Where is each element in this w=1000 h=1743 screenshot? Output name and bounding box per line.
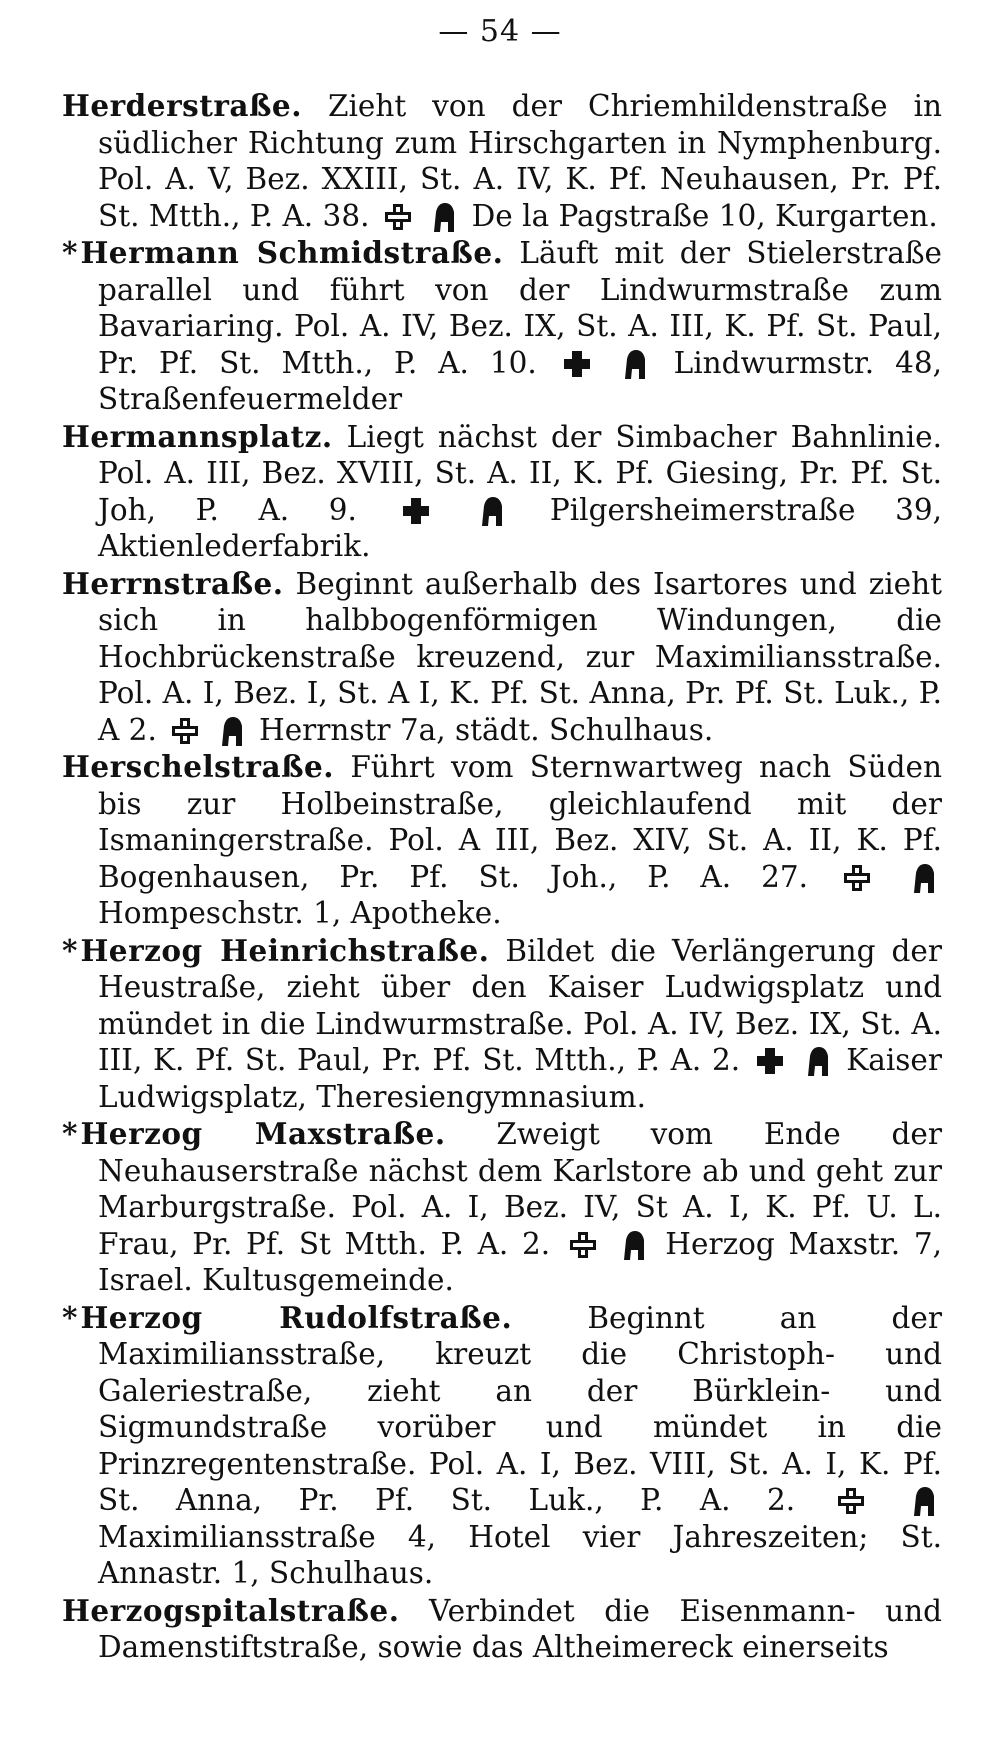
- entry-description: Zweigt vom Ende der Neuhauserstraße nächst dem Karlstore ab und geht zur Marburgstraße. Pol. A. I, Bez. IV, St A. I, K. Pf. U. L. Frau, Pr. Pf. St Mtth. P. A. 2.: [98, 1117, 942, 1261]
- outline-cross-icon: [172, 718, 198, 744]
- outline-cross-icon: [838, 1488, 864, 1514]
- entry-headword: Hermannsplatz.: [62, 418, 333, 454]
- document-body: [62, 88, 942, 1667]
- entry-fire-station: Pilgersheimerstraße 39, Aktienlederfabrik.: [98, 492, 942, 563]
- page-number: — 54 —: [438, 14, 562, 49]
- outline-cross-icon: [385, 204, 411, 230]
- fire-helmet-icon: [432, 202, 456, 232]
- street-entry-herzog-heinrichstrasse: [62, 933, 942, 1116]
- street-entry-herzogspitalstrasse: [62, 1593, 942, 1666]
- filled-cross-icon: [564, 351, 590, 377]
- entry-fire-station: De la Pagstraße 10, Kurgarten.: [471, 198, 938, 233]
- entry-headword: Herschelstraße.: [62, 749, 335, 784]
- fire-helmet-icon: [220, 716, 244, 746]
- fire-helmet-icon: [912, 863, 936, 893]
- fire-helmet-icon: [622, 1230, 646, 1260]
- entry-star-marker: *: [62, 1299, 78, 1335]
- entry-fire-station: Herzog Maxstr. 7, Israel. Kultusgemeinde.: [98, 1226, 942, 1297]
- entry-headword: Herzogspitalstraße.: [62, 1592, 400, 1628]
- entry-headword: Hermann Schmidstraße.: [80, 235, 504, 270]
- entry-fire-station: Lindwurmstr. 48, Straßenfeuermelder: [98, 345, 942, 416]
- outline-cross-icon: [844, 865, 870, 891]
- entry-star-marker: *: [62, 235, 78, 270]
- street-entry-herderstrasse: [62, 88, 942, 234]
- entry-description: Beginnt an der Maximiliansstraße, kreuzt die Christoph- und Galeriestraße, zieht an der Bürklein- und Sigmundstraße vorüber und mündet in die Prinzregentenstraße. Pol. A. I, Bez. VIII, St. A. I, K. Pf. St. Anna, Pr. Pf. St. Luk., P. A. 2.: [98, 1300, 942, 1517]
- entry-headword: Herderstraße.: [62, 88, 302, 123]
- entry-headword: Herzog Maxstraße.: [80, 1116, 446, 1151]
- street-entry-herrnstrasse: [62, 566, 942, 749]
- fire-helmet-icon: [623, 349, 647, 379]
- fire-helmet-icon: [480, 496, 504, 526]
- entry-headword: Herrnstraße.: [62, 565, 284, 601]
- entry-fire-station: Herrnstr 7a, städt. Schulhaus.: [259, 712, 714, 747]
- street-entry-herzog-rudolfstrasse: [62, 1300, 942, 1592]
- entry-fire-station: Maximiliansstraße 4, Hotel vier Jahreszeiten; St. Annastr. 1, Schulhaus.: [98, 1519, 942, 1590]
- fire-helmet-icon: [912, 1486, 936, 1516]
- outline-cross-icon: [570, 1232, 596, 1258]
- entry-description: Läuft mit der Stielerstraße parallel und führt von der Lindwurmstraße zum Bavariaring. Pol. A. IV, Bez. IX, St. A. III, K. Pf. St. Paul, Pr. Pf. St. Mtth., P. A. 10.: [98, 236, 942, 380]
- street-entry-herzog-maxstrasse: [62, 1116, 942, 1299]
- entry-fire-station: Hompeschstr. 1, Apotheke.: [98, 896, 502, 930]
- filled-cross-icon: [757, 1048, 783, 1074]
- entry-description: Führt vom Sternwartweg nach Süden bis zur Holbeinstraße, gleichlaufend mit der Ismaningerstraße. Pol. A III, Bez. XIV, St. A. II, K. Pf. Bogenhausen, Pr. Pf. St. Joh., P. A. 27.: [98, 750, 942, 894]
- street-entry-herschelstrasse: [62, 749, 942, 932]
- street-entry-hermann-schmidstrasse: [62, 235, 942, 418]
- fire-helmet-icon: [806, 1046, 830, 1076]
- entry-star-marker: *: [62, 1116, 78, 1151]
- entry-description: Zieht von der Chriemhildenstraße in südlicher Richtung zum Hirschgarten in Nymphenburg. Pol. A. V, Bez. XXIII, St. A. IV, K. Pf. Neuhausen, Pr. Pf. St. Mtth., P. A. 38.: [98, 89, 942, 233]
- entry-description: Beginnt außerhalb des Isartores und zieht sich in halbbogenförmigen Windungen, die Hochbrückenstraße kreuzend, zur Maximiliansstraße. Pol. A. I, Bez. I, St. A I, K. Pf. St. Anna, Pr. Pf. St. Luk., P. A 2.: [98, 566, 942, 747]
- entry-description: Bildet die Verlängerung der Heustraße, zieht über den Kaiser Ludwigsplatz und mündet in die Lindwurmstraße. Pol. A. IV, Bez. IX, St. A. III, K. Pf. St. Paul, Pr. Pf. St. Mtth., P. A. 2.: [98, 933, 942, 1077]
- entry-fire-station: Kaiser Ludwigsplatz, Theresiengymnasium.: [98, 1043, 942, 1114]
- entry-headword: Herzog Heinrichstraße.: [80, 932, 490, 968]
- entry-description: Verbindet die Eisenmann- und Damenstiftstraße, sowie das Altheimereck einerseits: [98, 1593, 942, 1664]
- entry-headword: Herzog Rudolfstraße.: [80, 1299, 513, 1335]
- filled-cross-icon: [403, 498, 429, 524]
- entry-description: Liegt nächst der Simbacher Bahnlinie. Pol. A. III, Bez. XVIII, St. A. II, K. Pf. Giesing, Pr. Pf. St. Joh, P. A. 9.: [98, 419, 942, 527]
- street-entry-hermannsplatz: [62, 419, 942, 565]
- entry-star-marker: *: [62, 932, 78, 968]
